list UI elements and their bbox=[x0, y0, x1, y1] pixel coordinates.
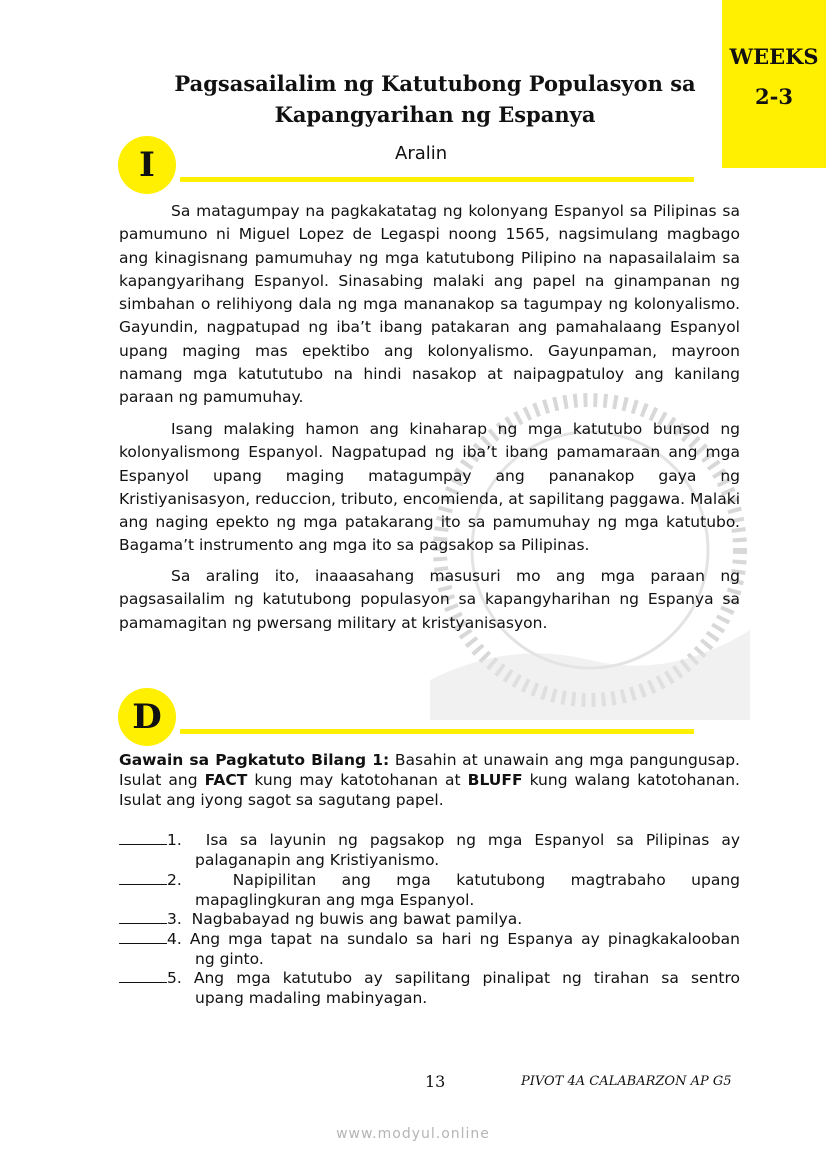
question-text-cont: upang madaling mabinyagan. bbox=[195, 989, 428, 1007]
activity-label: Gawain sa Pagkatuto Bilang 1: bbox=[119, 751, 390, 769]
question-number: 1. bbox=[167, 831, 182, 849]
page-title-line1: Pagsasailalim ng Katutubong Populasyon sa bbox=[174, 71, 696, 96]
answer-blank[interactable] bbox=[119, 830, 167, 845]
answer-blank[interactable] bbox=[119, 909, 167, 924]
question-number: 4. bbox=[167, 930, 182, 948]
section-i-heading: Aralin bbox=[395, 143, 448, 164]
page-number: 13 bbox=[425, 1072, 446, 1091]
question-text-cont: mapaglingkuran ang mga Espanyol. bbox=[195, 891, 475, 909]
question-text-cont: ng ginto. bbox=[195, 950, 264, 968]
question-number: 2. bbox=[167, 871, 182, 889]
answer-blank[interactable] bbox=[119, 968, 167, 983]
question-text: Isa sa layunin ng pagsakop ng mga Espanyol sa Pilipinas ay bbox=[205, 831, 740, 849]
section-i-divider bbox=[180, 177, 694, 182]
paragraph-2: Isang malaking hamon ang kinaharap ng mga katutubo bunsod ng kolonyalismong Espanyol. Nagpatupad ng iba’t ibang pamamaraan ang mga Espanyol upang maging matagumpay ang pananakop gaya ng Kristiyanisasyon, reduccion, tributo, encomienda, at sapilitang paggawa. Malaki ang naging epekto ng mga patakarang ito sa pamumuhay ng mga katutubo. Bagama’t instrumento ang mga ito sa pagsakop sa Pilipinas. bbox=[119, 420, 740, 555]
bluff-keyword: BLUFF bbox=[467, 771, 523, 789]
website-watermark: www.modyul.online bbox=[336, 1126, 490, 1142]
question-text: Ang mga katutubo ay sapilitang pinalipat ng tirahan sa sentro bbox=[193, 969, 740, 987]
instruction-part-c: kung walang katotohanan. Isulat ang iyong sagot sa sagutang papel. bbox=[119, 771, 740, 809]
publication-label: PIVOT 4A CALABARZON AP G5 bbox=[521, 1074, 732, 1089]
question-text: Nagbabayad ng buwis ang bawat pamilya. bbox=[191, 910, 523, 928]
question-text: Ang mga tapat na sundalo sa hari ng Espanya ay pinagkakalooban bbox=[189, 930, 740, 948]
question-item bbox=[119, 929, 740, 969]
paragraph-1: Sa matagumpay na pagkakatatag ng kolonyang Espanyol sa Pilipinas sa pamumuno ni Miguel Lopez de Legaspi noong 1565, nagsimulang magbago ang kinagisnang pamumuhay ng mga katutubong Pilipino na napasailalaim sa kapangyarihang Espanyol. Sinasabing malaki ang papel na ginampanan ng simbahan o relihiyong dala ng mga mananakop sa tagumpay ng kolonyalismo. Gayundin, nagpatupad ng iba’t ibang patakaran ang pamahalaang Espanyol upang maging mas epektibo ang kolonyalismo. Gayunpaman, mayroon namang mga katututubo na hindi nasakop at naipagpatuloy ang kanilang paraan ng pamumuhay. bbox=[119, 202, 740, 407]
weeks-range: 2-3 bbox=[755, 84, 793, 109]
fact-keyword: FACT bbox=[204, 771, 248, 789]
instruction-part-b: kung may katotohanan at bbox=[247, 771, 468, 789]
question-item bbox=[119, 909, 740, 929]
question-item bbox=[119, 968, 740, 1008]
weeks-badge bbox=[722, 0, 826, 168]
instruction-part-a: Basahin at unawain ang mga pangungusap. Isulat ang bbox=[119, 751, 740, 789]
answer-blank[interactable] bbox=[119, 929, 167, 944]
question-number: 3. bbox=[167, 910, 182, 928]
question-text-cont: palaganapin ang Kristiyanismo. bbox=[195, 851, 440, 869]
answer-blank[interactable] bbox=[119, 870, 167, 885]
page-title-line2: Kapangyarihan ng Espanya bbox=[274, 102, 596, 127]
question-number: 5. bbox=[167, 969, 182, 987]
weeks-label: WEEKS bbox=[729, 44, 819, 69]
question-item bbox=[119, 830, 740, 870]
section-d-divider bbox=[180, 729, 694, 734]
section-d-badge: D bbox=[118, 688, 176, 746]
section-i-badge: I bbox=[118, 136, 176, 194]
question-item bbox=[119, 870, 740, 910]
question-text: Napipilitan ang mga katutubong magtrabaho upang bbox=[232, 871, 741, 889]
paragraph-3: Sa araling ito, inaaasahang masusuri mo ang mga paraan ng pagsasailalim ng katutubong populasyon sa kapangyharihan ng Espanya sa pamamagitan ng pwersang military at kristyanisasyon. bbox=[119, 567, 740, 632]
activity-instructions bbox=[119, 750, 740, 810]
